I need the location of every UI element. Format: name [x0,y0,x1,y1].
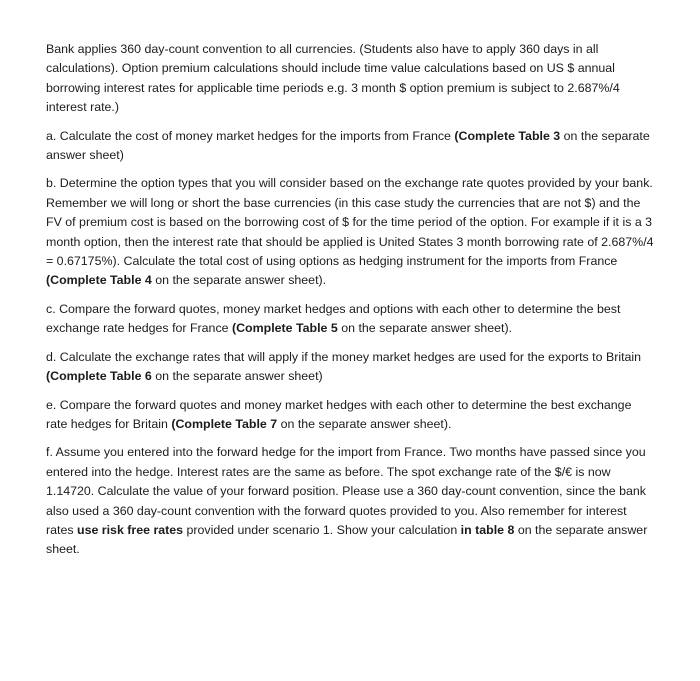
item-b-text-end: on the separate answer sheet). [151,273,327,288]
item-f-table-ref: in table 8 [460,522,515,537]
item-f-paragraph [46,443,656,559]
item-e-text: e. Compare the forward quotes and money market hedges with each other to determine the best exchange rate hedges for Britain [46,397,632,431]
item-f-text: f. Assume you entered into the forward hedge for the import from France. Two months have passed since you entered into the hedge. Interest rates are the same as before. The spot exchange rate of the $/€ is now 1.14720. Calculate the value of your forward position. Please use a 360 day-count convention, since the bank also used a 360 day-count convention with the forward quotes provided to you. Also remember for interest rates [46,445,646,537]
item-e-paragraph [46,396,656,435]
item-c-text-end: on the separate answer sheet). [337,321,513,336]
item-e-text-end: on the separate answer sheet). [277,416,452,431]
item-a-table-ref: (Complete Table 3 [454,128,561,143]
document-page [46,40,656,569]
item-b-table-ref: (Complete Table 4 [46,273,152,288]
item-e-table-ref: (Complete Table 7 [171,416,278,431]
item-d-paragraph [46,348,656,387]
item-b-text: b. Determine the option types that you will consider based on the exchange rate quotes provided by your bank. Remember we will long or short the base currencies (in this case study the currencies that are not $) and the FV of premium cost is based on the borrowing cost of $ for the time period of the option. For example if it is a 3 month option, then the interest rate that should be applied is United States 3 month borrowing rate of 2.687%/4 = 0.67175%). Calculate the total cost of using options as hedging instrument for the imports from France [46,176,654,269]
item-b-paragraph [46,174,656,290]
item-a-paragraph [46,127,656,166]
item-c-table-ref: (Complete Table 5 [231,321,338,336]
item-f-text-middle: provided under scenario 1. Show your calculation [183,522,461,537]
item-d-table-ref: (Complete Table 6 [46,369,152,384]
item-c-text: c. Compare the forward quotes, money market hedges and options with each other to determine the best exchange rate hedges for France [46,301,621,336]
item-d-text: d. Calculate the exchange rates that will apply if the money market hedges are used for the exports to Britain [46,349,642,364]
intro-paragraph: Bank applies 360 day-count convention to all currencies. (Students also have to apply 360 days in all calculations). Option premium calculations should include time value calculations based on US $ annual borrowing interest rates for applicable time periods e.g. 3 month $ option premium is subject to 2.687%/4 interest rate.) [46,42,620,115]
item-d-text-end: on the separate answer sheet) [151,369,323,384]
item-c-paragraph [46,300,656,339]
item-a-text-end: on the separate answer sheet) [46,128,650,163]
item-a-text: a. Calculate the cost of money market hedges for the imports from France [46,128,455,143]
item-f-text-end: on the separate answer sheet. [46,522,648,557]
item-f-risk-free-emphasis: use risk free rates [77,522,184,537]
